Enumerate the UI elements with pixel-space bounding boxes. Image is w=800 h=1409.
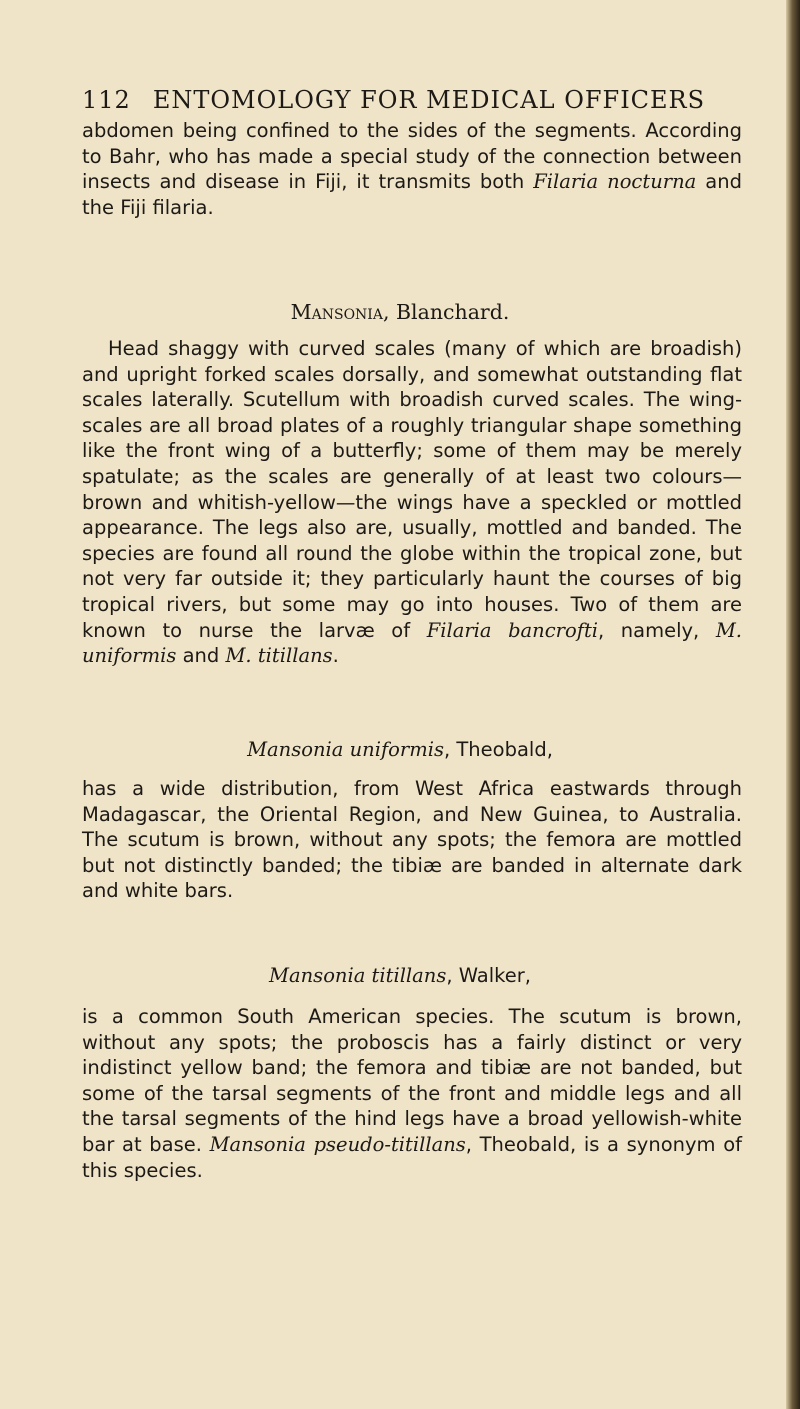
species-heading-uniformis (0, 738, 800, 761)
genus-name: Mansonia (290, 300, 383, 324)
genus-heading (0, 300, 800, 324)
running-header (82, 86, 722, 114)
genus-author: , Blanchard. (382, 300, 510, 324)
text-run: abdomen being confined to the sides of the segments. According to Bahr, who has made a special study of the connection between insects and disease in Fiji, it transmits both (82, 119, 742, 194)
text-run: , namely, (598, 618, 716, 642)
text-run: and (176, 644, 226, 668)
paragraph-uniformis (82, 776, 742, 904)
text-run: has a wide distribution, from West Africa eastwards through Madagascar, the Oriental Region, and New Guinea, to Australia. The scutum is brown, without any spots; the femora are mottled but not distinctly banded; the tibiæ are banded in alternate dark and white bars. (82, 777, 742, 903)
page-number: 112 (82, 86, 131, 114)
text-run: and the Fiji filaria. (82, 170, 742, 219)
page-edge-shadow (786, 0, 800, 1409)
paragraph-mansonia-description (82, 336, 742, 669)
species-name-italic: Mansonia pseudo-titillans (209, 1132, 466, 1156)
text-run: is a common South American species. The scutum is brown, without any spots; the proboscis has a fairly distinct or very indistinct yellow band; the femora and tibiæ are not banded, but some of the tarsal segments of the front and middle legs and all the tarsal segments of the hind legs have a broad yellowish-white bar at base. (82, 1005, 742, 1156)
paragraph-abdomen (82, 118, 742, 220)
species-author: , Walker, (446, 964, 531, 987)
species-name-italic: Mansonia uniformis (247, 738, 444, 761)
species-name-italic: M. titillans (225, 644, 333, 668)
species-name-italic: M. uniformis (82, 618, 742, 668)
species-author: , Theobald, (443, 738, 553, 761)
species-name-italic: Mansonia titillans (269, 964, 447, 987)
text-run: . (332, 644, 339, 668)
species-heading-titillans (0, 964, 800, 987)
text-run: Head shaggy with curved scales (many of which are broadish) and upright forked scales dorsally, and somewhat outstanding flat scales laterally. Scutellum with broadish curved scales. The wing-scales are all broad plates of a roughly triangular shape something like the front wing of a butterfly; some of them may be merely spatulate; as the scales are generally of at least two colours—brown and whitish-yellow—the wings have a speckled or mottled appearance. The legs also are, usually, mottled and banded. The species are found all round the globe within the tropical zone, but not very far outside it; they particularly haunt the courses of big tropical rivers, but some may go into houses. Two of them are known to nurse the larvæ of (82, 337, 742, 642)
paragraph-titillans (82, 1004, 742, 1183)
species-name-italic: Filaria bancrofti (426, 618, 599, 642)
running-title: ENTOMOLOGY FOR MEDICAL OFFICERS (152, 86, 706, 114)
species-name-italic: Filaria nocturna (533, 170, 697, 194)
text-run: , Theobald, is a synonym of this species. (82, 1132, 742, 1182)
